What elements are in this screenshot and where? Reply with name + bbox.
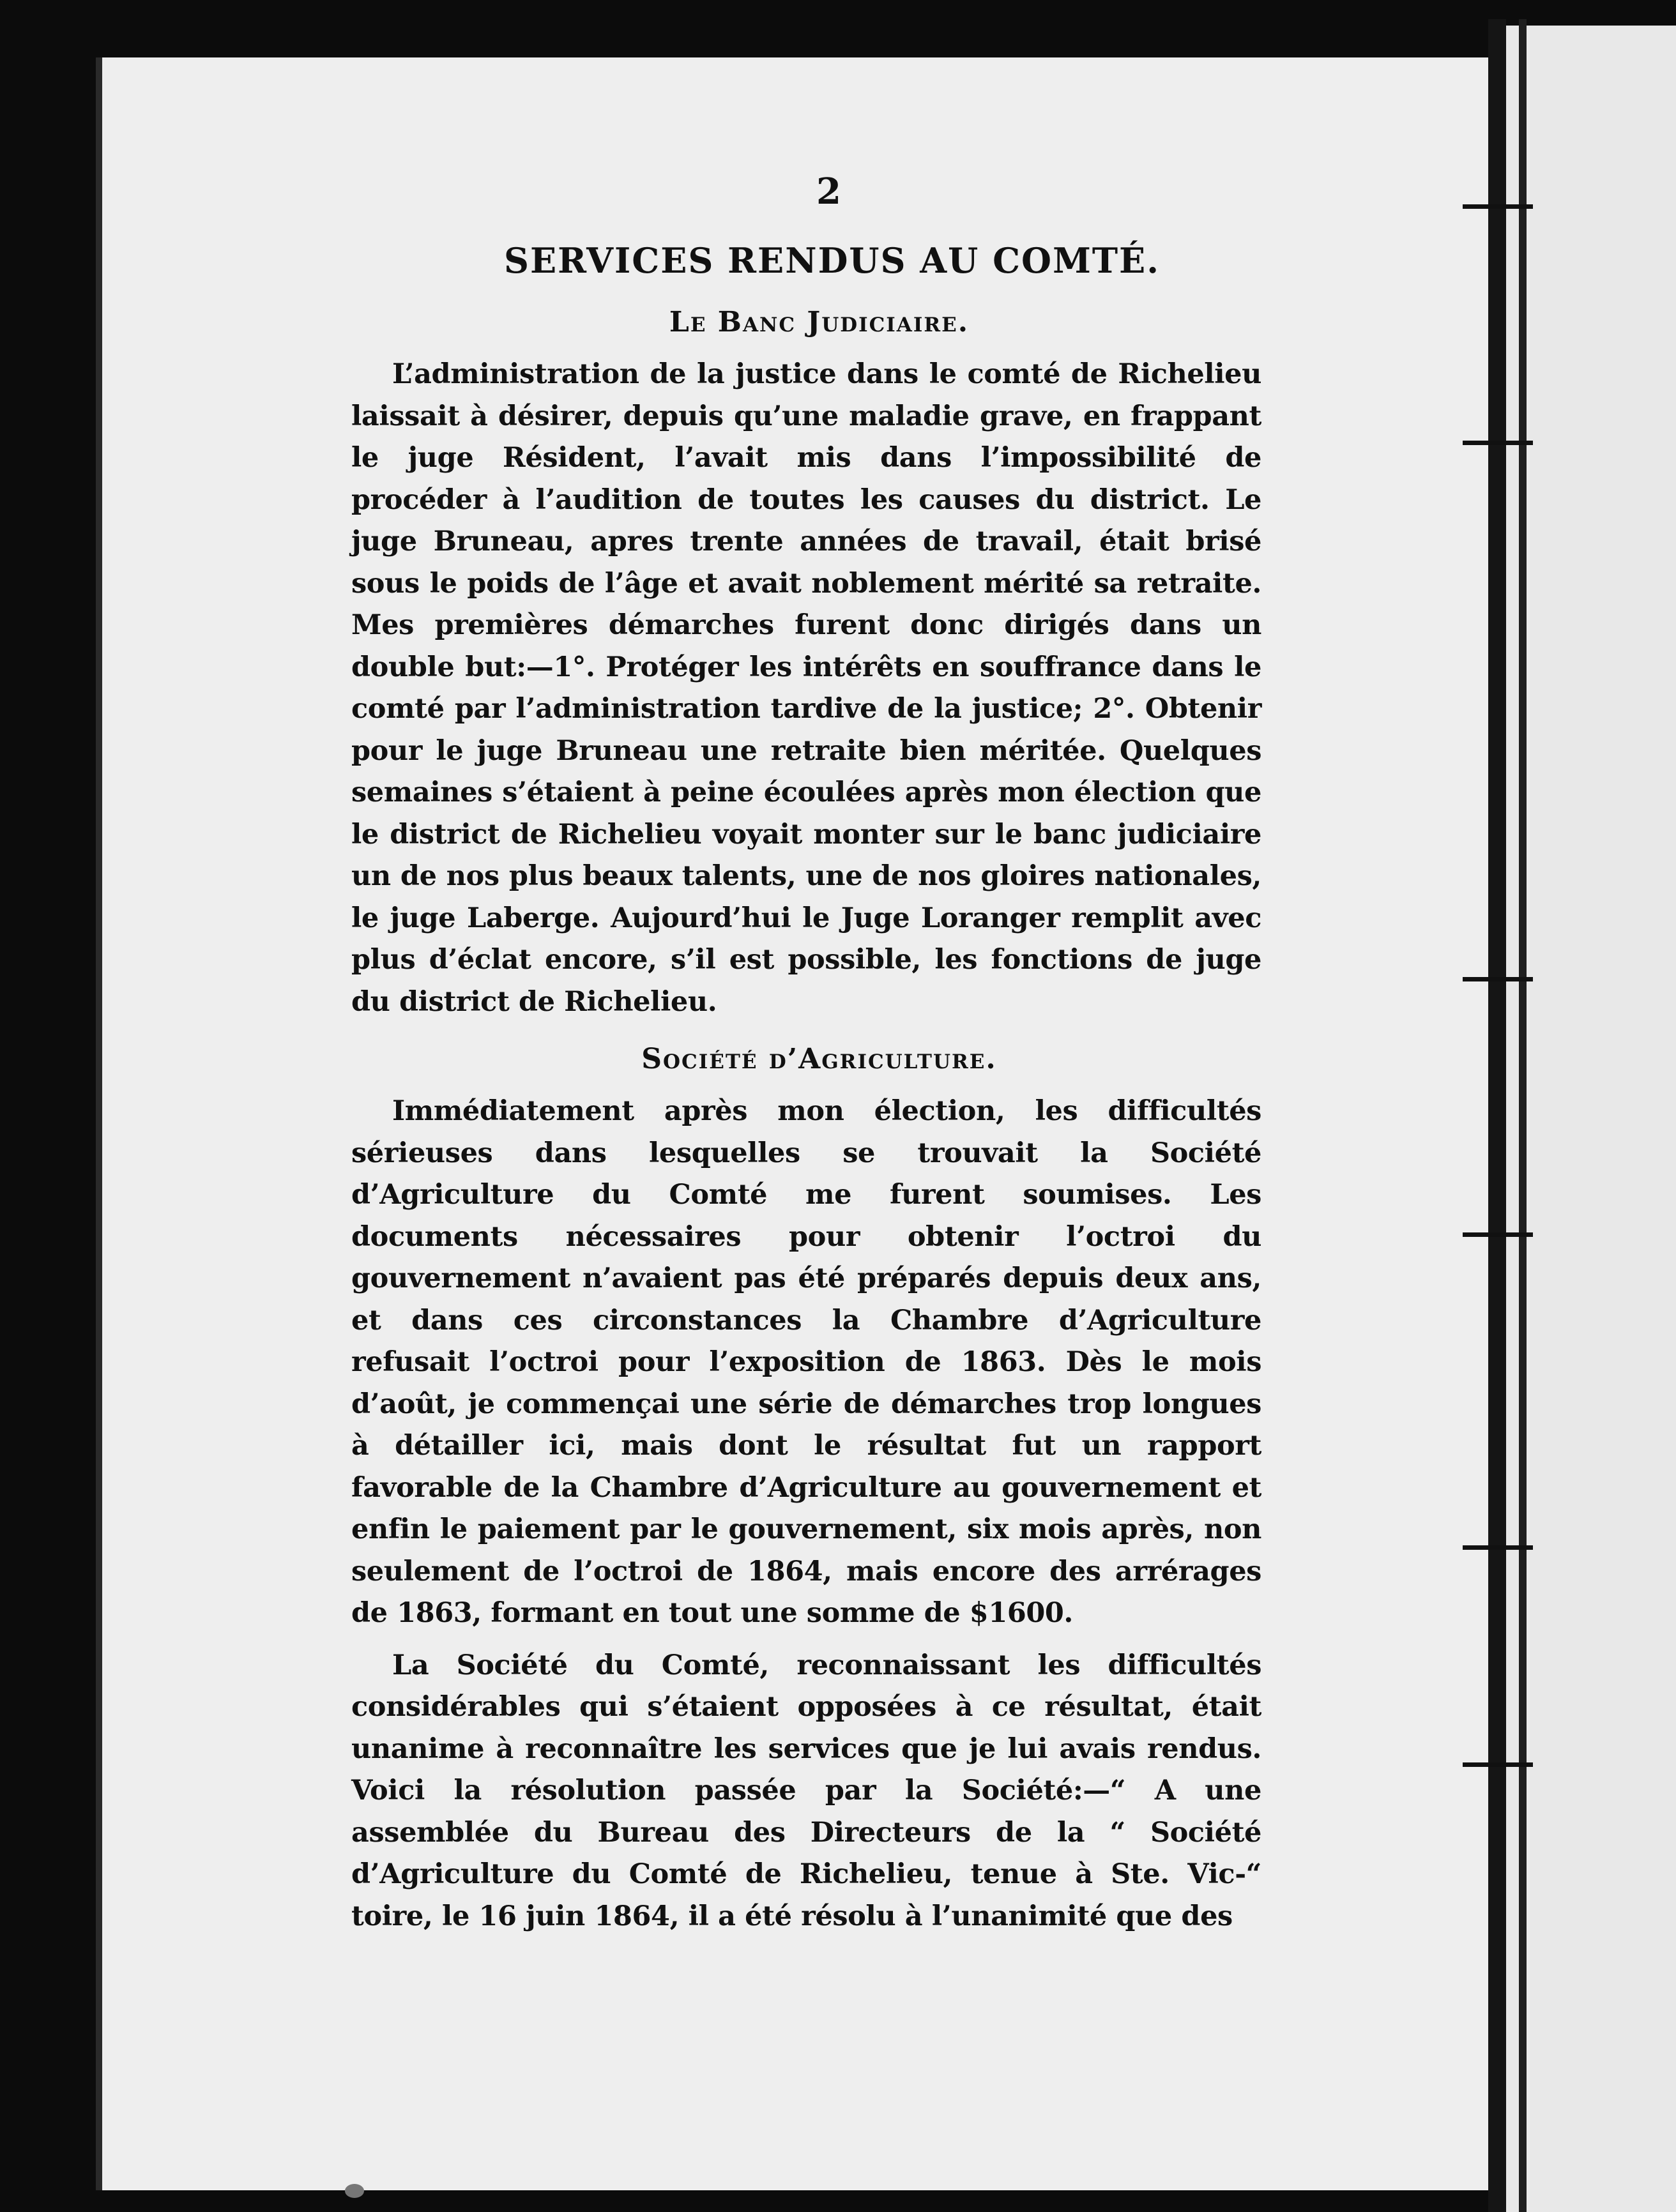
binding-stitch	[1463, 204, 1533, 209]
binding-stitch	[1463, 1232, 1533, 1237]
section-heading: Le Banc Judiciaire.	[669, 306, 970, 338]
page-number: 2	[816, 170, 841, 213]
document-content	[351, 166, 1261, 1948]
left-page-edge	[96, 57, 102, 2190]
paragraph: L’administration de la justice dans le comté de Richelieu laissait à désirer, depuis qu’une maladie grave, en frappant le juge Résident, l’avait mis dans l’impossibilité de procéder à l’audition de toutes les causes du district. Le juge Bruneau, apres trente années de travail, était brisé sous le poids de l’âge et avait noblement mérité sa retraite. Mes premières démarches furent donc dirigés dans un double but:—1°. Protéger les intérêts en souffrance dans le comté par l’administration tardive de la justice; 2°. Obtenir pour le juge Bruneau une retraite bien méritée. Quelques semaines s’étaient à peine écoulées après mon élection que le district de Richelieu voyait monter sur le banc judiciaire un de nos plus beaux talents, une de nos gloires nationales, le juge Laberge. Aujourd’hui le Juge Loranger remplit avec plus d’éclat encore, s’il est possible, les fonctions de juge du district de Richelieu.	[351, 358, 1261, 1018]
binding-spine	[1488, 19, 1506, 2212]
page-title: SERVICES RENDUS AU COMTÉ.	[503, 240, 1161, 281]
section-societe-agriculture	[351, 1037, 1261, 1937]
binding-stitch	[1463, 977, 1533, 981]
binding-stitch	[1463, 1762, 1533, 1767]
binding-spine-inner	[1519, 19, 1527, 2212]
facing-page-strip	[1501, 26, 1676, 2212]
section-heading: Société d’Agriculture.	[641, 1043, 997, 1075]
binding-stitch	[1463, 1545, 1533, 1550]
section-banc-judiciaire	[351, 300, 1261, 1023]
binding-stitch	[1463, 441, 1533, 445]
paragraph: Immédiatement après mon élection, les difficultés sérieuses dans lesquelles se trouvait la Société d’Agriculture du Comté me furent soumises. Les documents nécessaires pour obtenir l’octroi du gouvernement n’avaient pas été préparés depuis deux ans, et dans ces circonstances la Chambre d’Agriculture refusait l’octroi pour l’exposition de 1863. Dès le mois d’août, je commençai une série de démarches trop longues à détailler ici, mais dont le résultat fut un rapport favorable de la Chambre d’Agriculture au gouvernement et enfin le paiement par le gouvernement, six mois après, non seulement de l’octroi de 1864, mais encore des arrérages de 1863, formant en tout une somme de $1600.	[351, 1095, 1261, 1629]
paragraph: La Société du Comté, reconnaissant les difficultés considérables qui s’étaient opposées à ce résultat, était unanime à reconnaître les services que je lui avais rendus. Voici la résolution passée par la Société:—“ A une assemblée du Bureau des Directeurs de la “ Société d’Agriculture du Comté de Richelieu, tenue à Ste. Vic-“ toire, le 16 juin 1864, il a été résolu à l’unanimité que des	[351, 1649, 1261, 1932]
ink-blot	[345, 2184, 364, 2198]
